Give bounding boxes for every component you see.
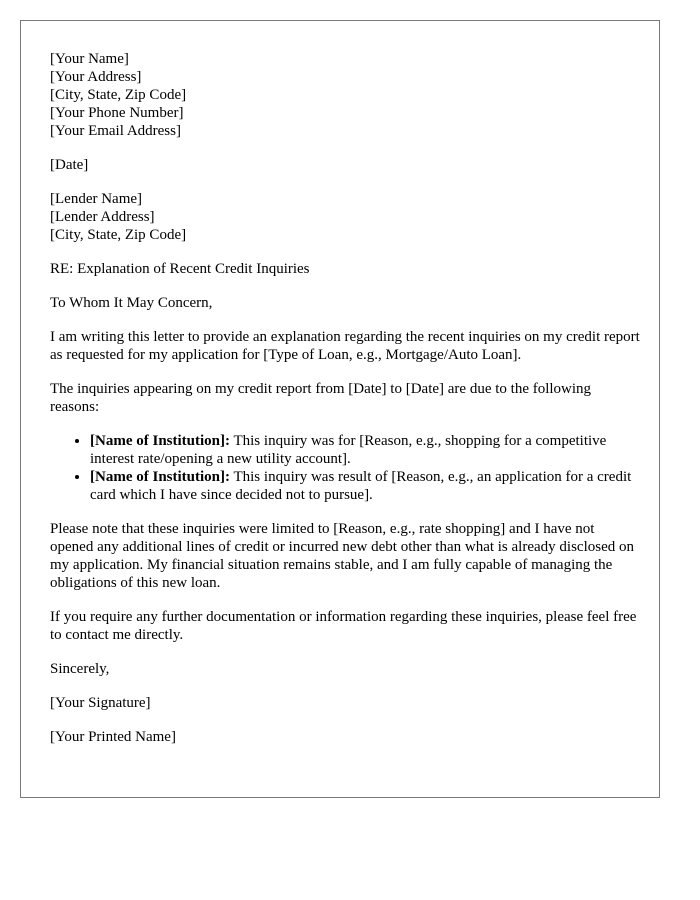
inquiry-institution: [Name of Institution]:: [90, 433, 230, 449]
letter-date: [Date]: [50, 157, 89, 173]
reasons-intro-paragraph: The inquiries appearing on my credit report from [Date] to [Date] are due to the following reasons:: [50, 381, 592, 415]
subject-line: RE: Explanation of Recent Credit Inquiries: [50, 261, 310, 277]
date-block: [50, 156, 640, 174]
note-paragraph: Please note that these inquiries were limited to [Reason, e.g., rate shopping] and I have not opened any additional lines of credit or incurred new debt other than what is already disclosed on my application. My financial situation remains stable, and I am fully capable of managing the obligations of this new loan.: [50, 521, 634, 591]
inquiry-text: This inquiry was for [Reason, e.g., shopping for a competitive interest rate/opening a new utility account].: [90, 433, 607, 467]
sender-phone: [Your Phone Number]: [50, 105, 184, 121]
sender-name: [Your Name]: [50, 51, 129, 67]
recipient-address: [Lender Address]: [50, 209, 155, 225]
letter-page: [20, 20, 660, 798]
letter-content: [50, 50, 640, 762]
inquiry-text: This inquiry was result of [Reason, e.g., an application for a credit card which I have since decided not to pursue].: [90, 469, 632, 503]
intro-paragraph: I am writing this letter to provide an explanation regarding the recent inquiries on my credit report as requested for my application for [Type of Loan, e.g., Mortgage/Auto Loan].: [50, 329, 640, 363]
salutation: To Whom It May Concern,: [50, 295, 213, 311]
recipient-block: [50, 190, 640, 244]
sender-email: [Your Email Address]: [50, 123, 181, 139]
inquiry-institution: [Name of Institution]:: [90, 469, 230, 485]
recipient-city-state-zip: [City, State, Zip Code]: [50, 227, 187, 243]
sender-address: [Your Address]: [50, 69, 142, 85]
sender-block: [50, 50, 640, 140]
signature: [Your Signature]: [50, 695, 151, 711]
closing: Sincerely,: [50, 661, 110, 677]
recipient-name: [Lender Name]: [50, 191, 143, 207]
inquiry-list: [50, 432, 640, 504]
inquiry-item: [90, 468, 640, 504]
sender-city-state-zip: [City, State, Zip Code]: [50, 87, 187, 103]
inquiry-item: [90, 432, 640, 468]
printed-name: [Your Printed Name]: [50, 729, 176, 745]
closing-request-paragraph: If you require any further documentation or information regarding these inquiries, please feel free to contact me directly.: [50, 609, 637, 643]
